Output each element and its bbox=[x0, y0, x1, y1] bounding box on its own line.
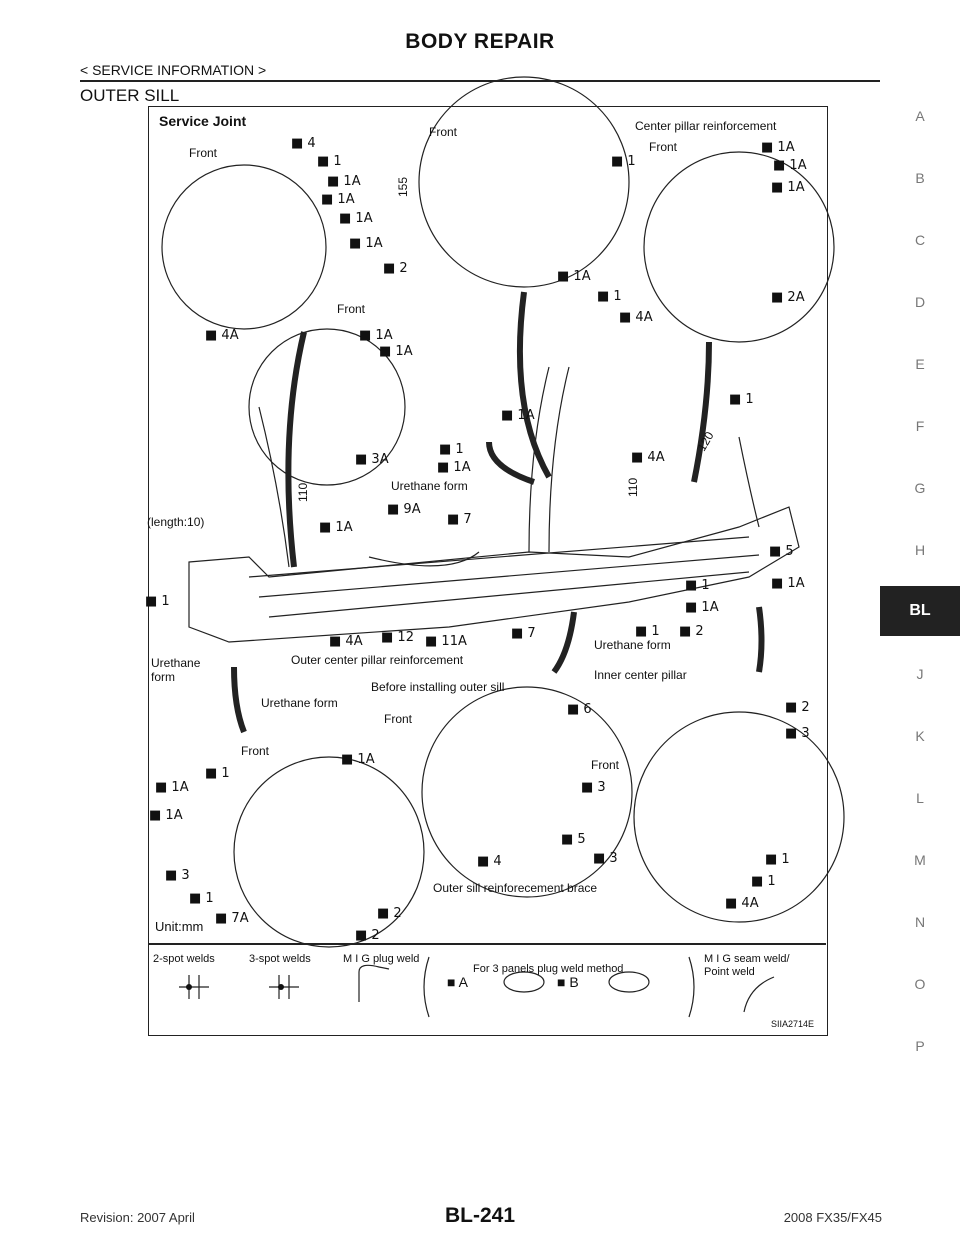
label-front-upper-right: Front bbox=[649, 140, 678, 154]
tab-g[interactable]: G bbox=[914, 480, 926, 496]
weld-4a-a: ■ 4A bbox=[205, 328, 239, 343]
weld-5-a: ■ 5 bbox=[769, 544, 794, 559]
legend-b-symbol bbox=[609, 972, 649, 992]
weld-1a-k: ■ 1A bbox=[773, 158, 807, 173]
dim-110-left: 110 bbox=[296, 482, 310, 502]
weld-1a-b: ■ 1A bbox=[321, 192, 355, 207]
weld-1-a: ■ 1 bbox=[317, 154, 342, 169]
weld-1a-o: ■ 1A bbox=[685, 600, 719, 615]
tab-m[interactable]: M bbox=[914, 852, 926, 868]
weld-1-c: ■ 1 bbox=[597, 289, 622, 304]
weld-2a: ■ 2A bbox=[771, 290, 805, 305]
weld-9a: ■ 9A bbox=[387, 502, 421, 517]
label-front-upper-left: Front bbox=[189, 146, 218, 160]
weld-4-a: ■ 4 bbox=[291, 136, 316, 151]
weld-4a-b: ■ 4A bbox=[619, 310, 653, 325]
arrow-to-center-left bbox=[288, 332, 304, 567]
legend-method-a: ■ A bbox=[447, 974, 468, 990]
weld-1a-m: ■ 1A bbox=[319, 520, 353, 535]
weld-3a: ■ 3A bbox=[355, 452, 389, 467]
weld-4a-e: ■ 4A bbox=[725, 896, 759, 911]
detail-circle-top-center bbox=[419, 77, 629, 287]
label-front-top-center: Front bbox=[429, 125, 458, 139]
tab-bl[interactable]: BL bbox=[880, 586, 960, 636]
legend-3-spot: 3-spot welds bbox=[249, 953, 311, 965]
label-urethane-form-3: Urethane form bbox=[261, 696, 338, 710]
legend-mig-plug-symbol bbox=[359, 965, 389, 1002]
weld-4a-d: ■ 4A bbox=[329, 634, 363, 649]
tab-c[interactable]: C bbox=[914, 232, 926, 248]
footer-model: 2008 FX35/FX45 bbox=[783, 1210, 882, 1225]
label-outer-sill-brace: Outer sill reinforecement brace bbox=[433, 881, 598, 895]
label-outer-center-pillar-reinforcement: Outer center pillar reinforcement bbox=[291, 653, 464, 667]
legend-point-weld: Point weld bbox=[704, 966, 755, 978]
footer-page-number: BL-241 bbox=[444, 1204, 516, 1227]
weld-1-j: ■ 1 bbox=[189, 891, 214, 906]
label-front-center-left: Front bbox=[337, 302, 366, 316]
legend-paren-left bbox=[424, 957, 429, 1017]
tab-l[interactable]: L bbox=[916, 790, 924, 806]
dim-110-right: 110 bbox=[626, 477, 640, 497]
weld-1a-h: ■ 1A bbox=[437, 460, 471, 475]
weld-1-d: ■ 1 bbox=[611, 154, 636, 169]
label-center-pillar-reinforcement: Center pillar reinforcement bbox=[635, 119, 777, 133]
label-form: form bbox=[151, 670, 175, 684]
legend-2spot-symbol bbox=[179, 975, 209, 999]
legend-seam-symbol bbox=[744, 977, 774, 1012]
figure-drawing bbox=[145, 107, 826, 1037]
tab-a[interactable]: A bbox=[915, 108, 925, 124]
weld-1-l: ■ 1 bbox=[751, 874, 776, 889]
detail-circle-upper-right bbox=[644, 152, 834, 342]
label-front-lower-right: Front bbox=[591, 758, 620, 772]
legend-2-spot: 2-spot welds bbox=[153, 953, 215, 965]
legend-divider bbox=[149, 943, 826, 945]
tab-k[interactable]: K bbox=[915, 728, 925, 744]
legend-three-panels: For 3 panels plug weld method bbox=[473, 963, 624, 975]
weld-3-c: ■ 3 bbox=[593, 851, 618, 866]
weld-1-g: ■ 1 bbox=[145, 594, 170, 609]
weld-1a-g: ■ 1A bbox=[501, 408, 535, 423]
label-urethane: Urethane bbox=[151, 656, 201, 670]
weld-1a-r: ■ 1A bbox=[149, 808, 183, 823]
detail-circle-upper-left bbox=[162, 165, 326, 329]
weld-1a-f: ■ 1A bbox=[379, 344, 413, 359]
legend-method-b: ■ B bbox=[557, 974, 579, 990]
tab-j[interactable]: J bbox=[916, 666, 924, 682]
weld-1a-e: ■ 1A bbox=[359, 328, 393, 343]
weld-1a-p: ■ 1A bbox=[341, 752, 375, 767]
weld-1a-l: ■ 1A bbox=[771, 180, 805, 195]
dim-155: 155 bbox=[396, 176, 410, 197]
label-urethane-form-2: Urethane form bbox=[594, 638, 671, 652]
weld-3-a: ■ 3 bbox=[165, 868, 190, 883]
footer-revision: Revision: 2007 April bbox=[80, 1210, 195, 1225]
label-front-lower-center: Front bbox=[384, 712, 413, 726]
detail-circle-lower-right bbox=[634, 712, 844, 922]
tab-o[interactable]: O bbox=[914, 976, 926, 992]
weld-2-d: ■ 2 bbox=[355, 928, 380, 943]
weld-3-b: ■ 3 bbox=[581, 780, 606, 795]
arrow-to-lower-right bbox=[759, 607, 762, 672]
label-urethane-form-1: Urethane form bbox=[391, 479, 468, 493]
tab-d[interactable]: D bbox=[914, 294, 926, 310]
legend-paren-right bbox=[689, 957, 694, 1017]
figure-title: Service Joint bbox=[159, 113, 247, 129]
arrow-to-upper-right bbox=[694, 342, 709, 482]
label-length: (length:10) bbox=[147, 515, 205, 529]
dim-120: 120 bbox=[694, 429, 717, 454]
weld-2-e: ■ 2 bbox=[785, 700, 810, 715]
header-divider bbox=[80, 80, 880, 82]
weld-1-h: ■ 1 bbox=[635, 624, 660, 639]
label-inner-center-pillar: Inner center pillar bbox=[594, 668, 687, 682]
weld-4a-c: ■ 4A bbox=[631, 450, 665, 465]
weld-1a-c: ■ 1A bbox=[339, 211, 373, 226]
unit-label: Unit:mm bbox=[155, 919, 204, 934]
weld-3-d: ■ 3 bbox=[785, 726, 810, 741]
weld-2-b: ■ 2 bbox=[679, 624, 704, 639]
tab-h[interactable]: H bbox=[914, 542, 926, 558]
weld-12: ■ 12 bbox=[381, 630, 414, 645]
page-subtitle: < SERVICE INFORMATION > bbox=[80, 62, 267, 78]
weld-1-k: ■ 1 bbox=[765, 852, 790, 867]
weld-1-e: ■ 1 bbox=[729, 392, 754, 407]
weld-7-b: ■ 7 bbox=[511, 626, 536, 641]
tab-f[interactable]: F bbox=[915, 418, 925, 434]
label-front-lower-left: Front bbox=[241, 744, 270, 758]
weld-5-b: ■ 5 bbox=[561, 832, 586, 847]
weld-1a-n: ■ 1A bbox=[771, 576, 805, 591]
tab-n[interactable]: N bbox=[914, 914, 926, 930]
weld-4-b: ■ 4 bbox=[477, 854, 502, 869]
weld-1-i: ■ 1 bbox=[205, 766, 230, 781]
arrow-to-lower-left bbox=[234, 667, 244, 732]
weld-7-a: ■ 7 bbox=[447, 512, 472, 527]
weld-6: ■ 6 bbox=[567, 702, 592, 717]
page-title: BODY REPAIR bbox=[405, 30, 555, 53]
legend-mig-plug: M I G plug weld bbox=[343, 953, 420, 965]
weld-1-f: ■ 1 bbox=[685, 578, 710, 593]
weld-1a-i: ■ 1A bbox=[557, 269, 591, 284]
arrow-to-lower-center bbox=[554, 612, 574, 672]
weld-1a-j: ■ 1A bbox=[761, 140, 795, 155]
legend-mig-seam: M I G seam weld/ bbox=[704, 953, 790, 965]
service-joint-figure bbox=[145, 106, 828, 1036]
figure-id: SIIA2714E bbox=[771, 1019, 815, 1029]
weld-11a: ■ 11A bbox=[425, 634, 467, 649]
tab-p[interactable]: P bbox=[915, 1038, 925, 1054]
tab-b[interactable]: B bbox=[915, 170, 925, 186]
label-before-installing: Before installing outer sill bbox=[371, 680, 505, 694]
weld-1a-a: ■ 1A bbox=[327, 174, 361, 189]
weld-2-c: ■ 2 bbox=[377, 906, 402, 921]
tab-e[interactable]: E bbox=[915, 356, 925, 372]
weld-1a-q: ■ 1A bbox=[155, 780, 189, 795]
weld-1a-d: ■ 1A bbox=[349, 236, 383, 251]
weld-1-b: ■ 1 bbox=[439, 442, 464, 457]
legend-a-symbol bbox=[504, 972, 544, 992]
arrow-to-center-detail bbox=[489, 442, 534, 482]
weld-7a: ■ 7A bbox=[215, 911, 249, 926]
weld-2-a: ■ 2 bbox=[383, 261, 408, 276]
section-title: OUTER SILL bbox=[80, 86, 180, 105]
